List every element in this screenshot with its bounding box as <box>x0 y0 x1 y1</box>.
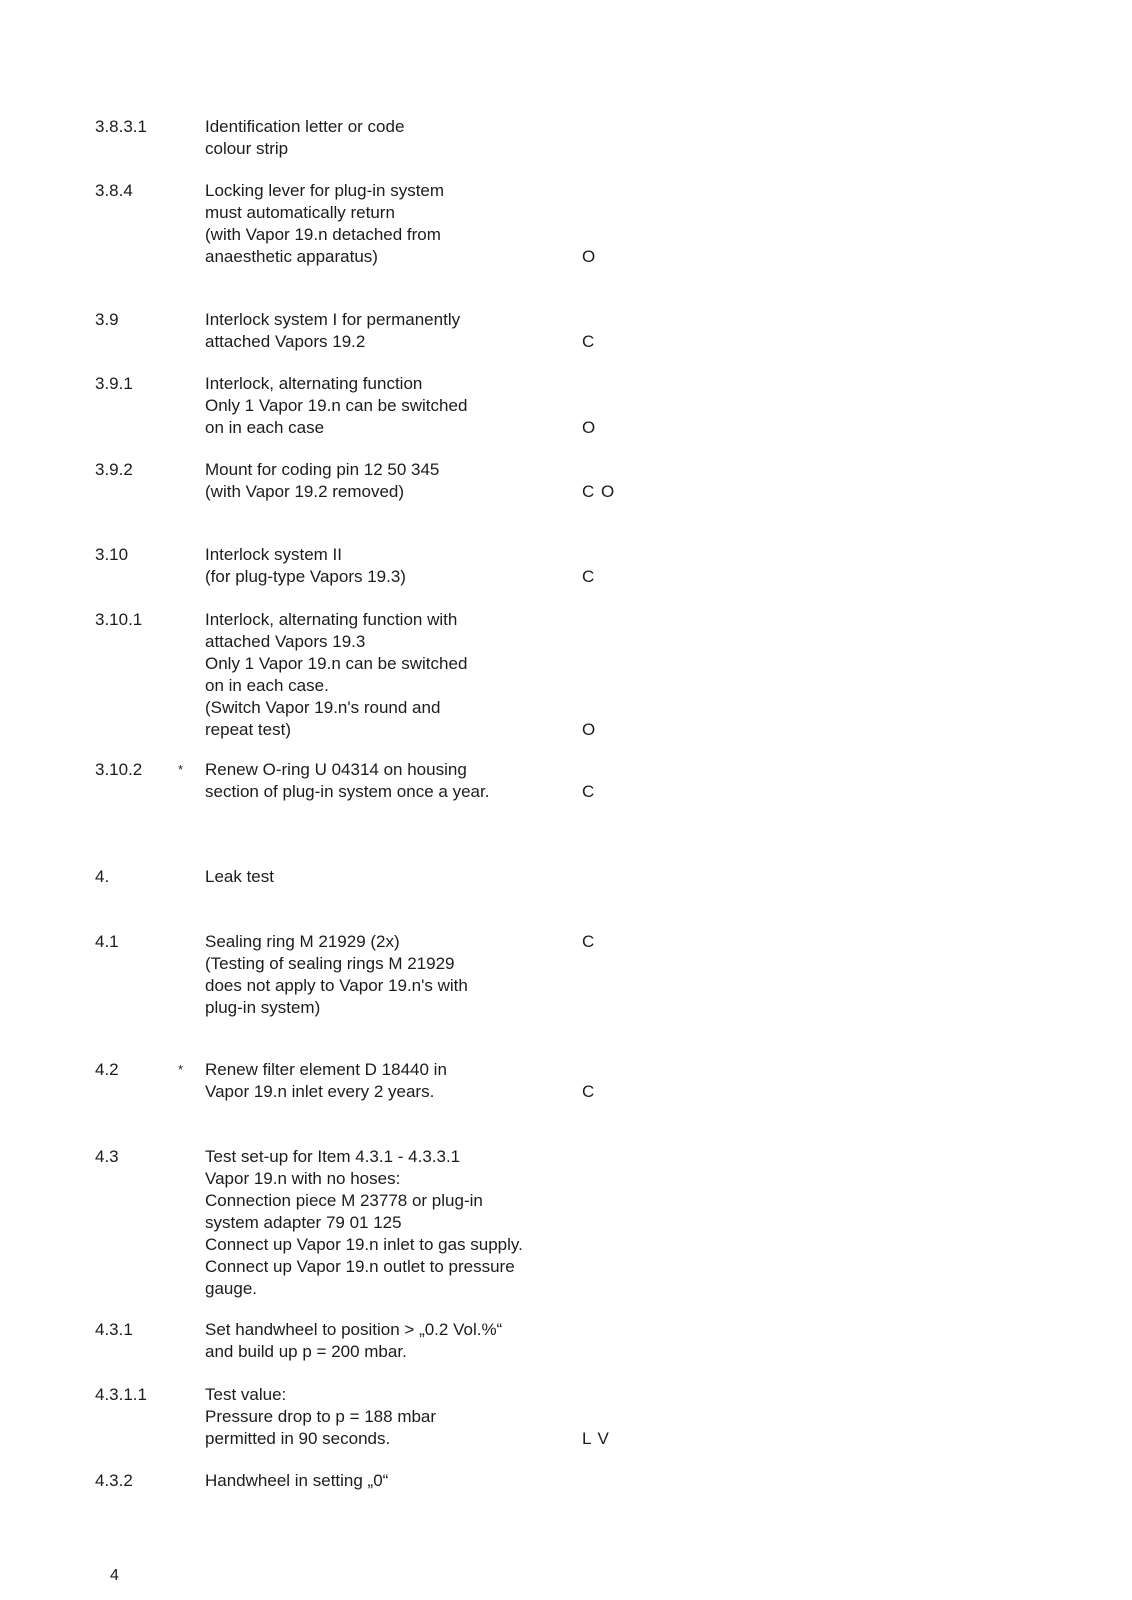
description-line: Connection piece M 23778 or plug-in <box>205 1191 483 1210</box>
description-line: Renew O-ring U 04314 on housing <box>205 760 467 779</box>
description-line: on in each case. <box>205 676 329 695</box>
inspection-code: O <box>582 418 597 437</box>
item-number: 3.9 <box>95 310 119 329</box>
description-line: Vapor 19.n inlet every 2 years. <box>205 1082 435 1101</box>
description-line: on in each case <box>205 418 325 437</box>
description-line: Test value: <box>205 1385 287 1404</box>
description-line: gauge. <box>205 1279 257 1298</box>
description-line: anaesthetic apparatus) <box>205 247 378 266</box>
description-line: (Testing of sealing rings M 21929 <box>205 954 455 973</box>
inspection-code: C <box>582 332 596 351</box>
description-line: (for plug-type Vapors 19.3) <box>205 567 406 586</box>
description-line: (with Vapor 19.2 removed) <box>205 482 405 501</box>
item-number: 4. <box>95 867 110 886</box>
description-line: Pressure drop to p = 188 mbar <box>205 1407 437 1426</box>
inspection-code: O <box>582 720 597 739</box>
item-number: 3.8.4 <box>95 181 133 200</box>
description-line: does not apply to Vapor 19.n's with <box>205 976 468 995</box>
item-number: 4.1 <box>95 932 119 951</box>
inspection-code: C <box>582 567 596 586</box>
item-description <box>205 931 595 1019</box>
inspection-code: C <box>582 1082 596 1101</box>
description-line: Interlock system II <box>205 545 342 564</box>
item-description <box>205 1470 595 1492</box>
description-line: must automatically return <box>205 203 395 222</box>
description-line: attached Vapors 19.2 <box>205 332 366 351</box>
description-line: Identification letter or code <box>205 117 405 136</box>
description-line: Vapor 19.n with no hoses: <box>205 1169 401 1188</box>
description-line: (with Vapor 19.n detached from <box>205 225 441 244</box>
item-number: 4.3.2 <box>95 1471 133 1490</box>
item-number: 4.3.1.1 <box>95 1385 147 1404</box>
item-number: 3.10.1 <box>95 610 143 629</box>
inspection-code: C <box>582 932 596 951</box>
description-line: colour strip <box>205 139 289 158</box>
item-description <box>205 309 595 353</box>
item-number: 3.10.2 <box>95 760 143 779</box>
item-number: 3.9.2 <box>95 460 133 479</box>
description-line: (Switch Vapor 19.n's round and <box>205 698 441 717</box>
description-line: Set handwheel to position > „0.2 Vol.%“ <box>205 1320 503 1339</box>
description-line: section of plug-in system once a year. <box>205 782 490 801</box>
item-description <box>205 1384 595 1450</box>
description-line: Leak test <box>205 867 274 886</box>
inspection-code: L V <box>582 1429 610 1448</box>
item-description <box>205 866 595 888</box>
description-line: Locking lever for plug-in system <box>205 181 445 200</box>
page-number: 4 <box>110 1567 119 1584</box>
item-description <box>205 180 595 268</box>
description-line: and build up p = 200 mbar. <box>205 1342 407 1361</box>
item-description <box>205 1059 595 1103</box>
item-description <box>205 544 595 588</box>
description-line: Interlock system I for permanently <box>205 310 461 329</box>
description-line: Interlock, alternating function with <box>205 610 458 629</box>
inspection-code: O <box>582 247 597 266</box>
description-line: Only 1 Vapor 19.n can be switched <box>205 654 468 673</box>
item-description <box>205 1146 595 1300</box>
item-description <box>205 459 595 503</box>
item-number: 3.9.1 <box>95 374 133 393</box>
inspection-code: C <box>582 782 596 801</box>
description-line: Renew filter element D 18440 in <box>205 1060 447 1079</box>
description-line: Connect up Vapor 19.n inlet to gas supply. <box>205 1235 523 1254</box>
item-description <box>205 1319 595 1363</box>
item-number: 4.3.1 <box>95 1320 133 1339</box>
description-line: Mount for coding pin 12 50 345 <box>205 460 440 479</box>
item-number: 3.8.3.1 <box>95 117 147 136</box>
item-number: 3.10 <box>95 545 129 564</box>
item-description <box>205 116 595 160</box>
asterisk-marker: * <box>178 1062 184 1077</box>
description-line: repeat test) <box>205 720 291 739</box>
description-line: permitted in 90 seconds. <box>205 1429 391 1448</box>
item-description <box>205 609 595 741</box>
description-line: plug-in system) <box>205 998 321 1017</box>
item-number: 4.3 <box>95 1147 119 1166</box>
description-line: Test set-up for Item 4.3.1 - 4.3.3.1 <box>205 1147 461 1166</box>
inspection-code: C O <box>582 482 616 501</box>
description-line: Sealing ring M 21929 (2x) <box>205 932 400 951</box>
asterisk-marker: * <box>178 762 184 777</box>
item-description <box>205 759 595 803</box>
item-description <box>205 373 595 439</box>
description-line: Only 1 Vapor 19.n can be switched <box>205 396 468 415</box>
description-line: attached Vapors 19.3 <box>205 632 366 651</box>
description-line: system adapter 79 01 125 <box>205 1213 402 1232</box>
description-line: Handwheel in setting „0“ <box>205 1471 389 1490</box>
item-number: 4.2 <box>95 1060 119 1079</box>
description-line: Interlock, alternating function <box>205 374 423 393</box>
description-line: Connect up Vapor 19.n outlet to pressure <box>205 1257 515 1276</box>
